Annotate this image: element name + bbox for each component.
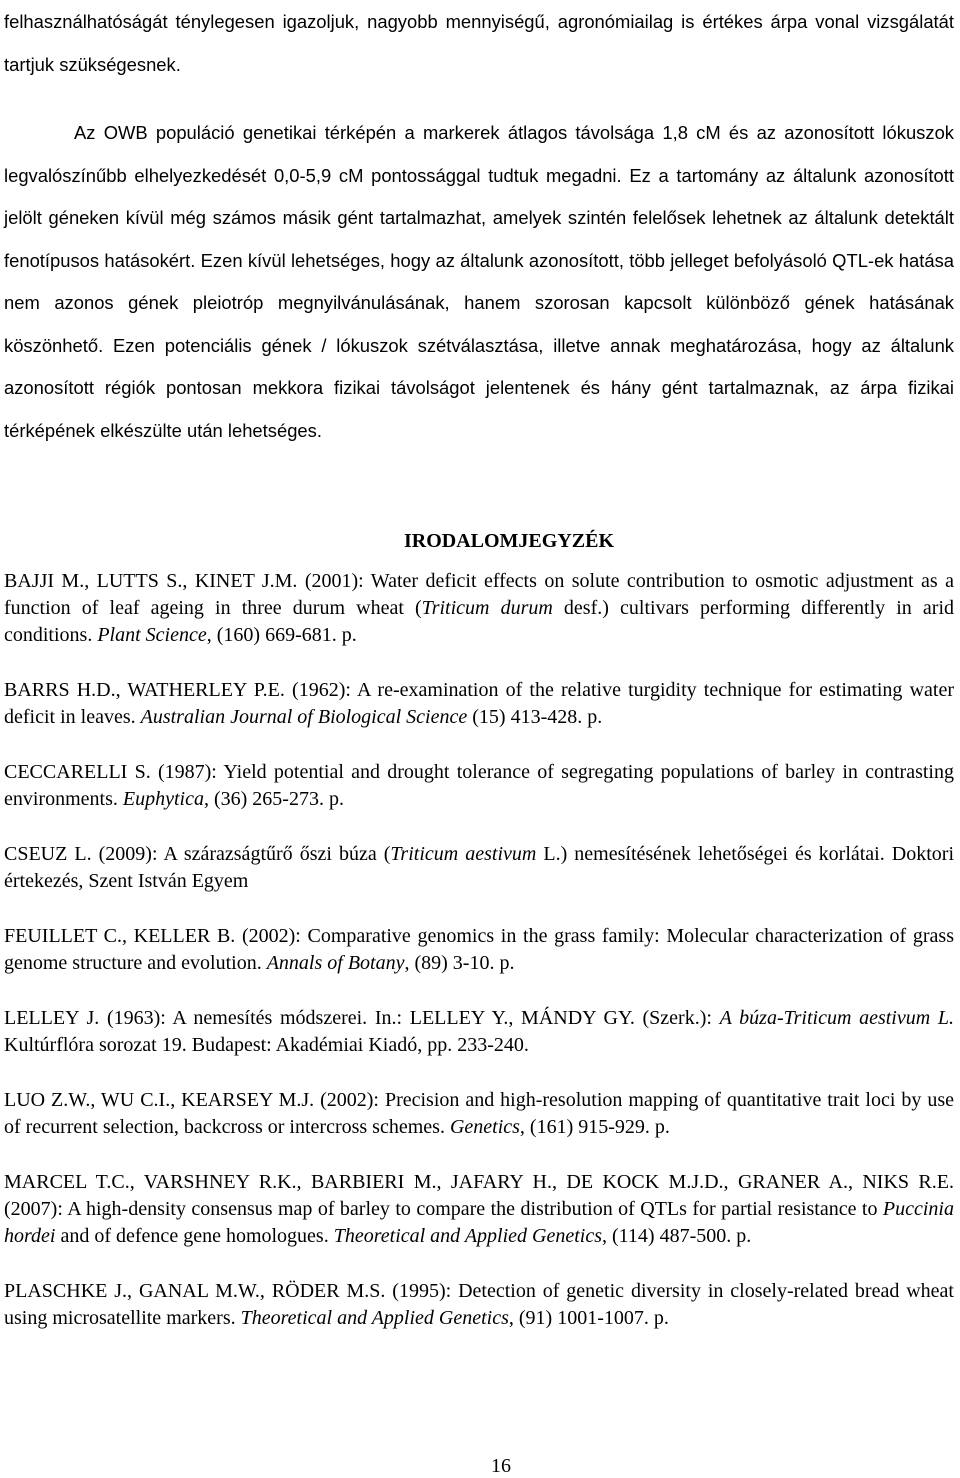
reference-item — [4, 1087, 954, 1141]
reference-text: L.) nemesítésének lehetőségei és korlátai. Doktori értekezés, Szent István Egyem — [4, 843, 954, 892]
reference-text: BARRS H.D., WATHERLEY P.E. (1962): A re-examination of the relative turgidity technique for estimating water deficit in leaves. — [4, 679, 954, 728]
reference-item — [4, 759, 954, 813]
page-number: 16 — [491, 1455, 511, 1477]
reference-journal: Theoretical and Applied Genetics — [333, 1225, 602, 1247]
reference-italic: Triticum aestivum — [390, 843, 537, 865]
reference-text: PLASCHKE J., GANAL M.W., RÖDER M.S. (1995): Detection of genetic diversity in closely-related bread wheat using microsatellite markers. — [4, 1280, 954, 1329]
reference-text: and of defence gene homologues. — [55, 1225, 334, 1247]
paragraph-owb-population: Az OWB populáció genetikai térképén a markerek átlagos távolsága 1,8 cM és az azonosított lókuszok legvalószínűbb elhelyezkedését 0,0-5,9 cM pontossággal tudtuk megadni. Ez a tartomány az általunk azonosított jelölt géneken kívül még számos másik gént tartalmazhat, amelyek szintén felelősek lehetnek az általunk detektált fenotípusos hatásokért. Ezen kívül lehetséges, hogy az általunk azonosított, több jelleget befolyásoló QTL-ek hatása nem azonos gének pleiotróp megnyilvánulásának, hanem szorosan kapcsolt különböző gének hatásának köszönhető. Ezen potenciális gének / lókuszok szétválasztása, illetve annak meghatározása, hogy az általunk azonosított régiók pontosan mekkora fizikai távolságot jelentenek és hány gént tartalmaznak, az árpa fizikai térképének elkészülte után lehetséges. — [4, 122, 954, 441]
references-heading: IRODALOMJEGYZÉK — [403, 530, 615, 552]
reference-item — [4, 1278, 954, 1332]
reference-text: , (89) 3-10. p. — [404, 952, 515, 974]
reference-item — [4, 1005, 954, 1059]
paragraph-continuation: felhasználhatóságát ténylegesen igazoljuk, nagyobb mennyiségű, agronómiailag is értékes árpa vonal vizsgálatát tartjuk szükségesnek. — [4, 11, 954, 75]
reference-text: CECCARELLI S. (1987): Yield potential and drought tolerance of segregating populations of barley in contrasting environments. — [4, 761, 954, 810]
reference-italic: Puccinia hordei — [4, 1198, 954, 1247]
document-page — [4, 0, 954, 1476]
reference-text: (15) 413-428. p. — [467, 706, 603, 728]
reference-text: LUO Z.W., WU C.I., KEARSEY M.J. (2002): Precision and high-resolution mapping of quantitative trait loci by use of recurrent selection, backcross or intercross schemes. — [4, 1089, 954, 1138]
reference-text: , (160) 669-681. p. — [206, 624, 357, 646]
reference-item — [4, 1169, 954, 1250]
reference-text: Kultúrflóra sorozat 19. Budapest: Akadémiai Kiadó, pp. 233-240. — [4, 1034, 529, 1056]
reference-text: , (91) 1001-1007. p. — [508, 1307, 669, 1329]
reference-journal: Genetics — [449, 1116, 520, 1138]
reference-italic: A búza-Triticum aestivum L. — [719, 1007, 954, 1029]
reference-text: , (114) 487-500. p. — [602, 1225, 752, 1247]
reference-list — [4, 568, 954, 1360]
reference-italic: Triticum durum — [421, 597, 553, 619]
reference-text: , (36) 265-273. p. — [203, 788, 344, 810]
reference-journal: Plant Science — [97, 624, 207, 646]
reference-text: desf.) cultivars performing differently in arid conditions. — [4, 597, 955, 646]
reference-text: , (161) 915-929. p. — [519, 1116, 670, 1138]
reference-journal: Annals of Botany — [266, 952, 405, 974]
reference-item — [4, 568, 954, 649]
reference-journal: Theoretical and Applied Genetics — [240, 1307, 509, 1329]
reference-text: FEUILLET C., KELLER B. (2002): Comparative genomics in the grass family: Molecular characterization of grass genome structure and evolution. — [4, 925, 954, 974]
reference-item — [4, 677, 954, 731]
reference-text: BAJJI M., LUTTS S., KINET J.M. (2001): Water deficit effects on solute contribution to osmotic adjustment as a function of leaf ageing in three durum wheat ( — [4, 570, 954, 619]
reference-journal: Euphytica — [122, 788, 204, 810]
reference-text: LELLEY J. (1963): A nemesítés módszerei. In.: LELLEY Y., MÁNDY GY. (Szerk.): — [4, 1007, 720, 1029]
reference-text: MARCEL T.C., VARSHNEY R.K., BARBIERI M., JAFARY H., DE KOCK M.J.D., GRANER A., NIKS R.E. (2007): A high-density consensus map of barley to compare the distribution of QTLs for partial resistance to — [4, 1171, 954, 1220]
reference-item — [4, 923, 954, 977]
reference-journal: Australian Journal of Biological Science — [140, 706, 468, 728]
reference-item — [4, 841, 954, 895]
reference-text: CSEUZ L. (2009): A szárazságtűrő őszi búza ( — [4, 843, 391, 865]
